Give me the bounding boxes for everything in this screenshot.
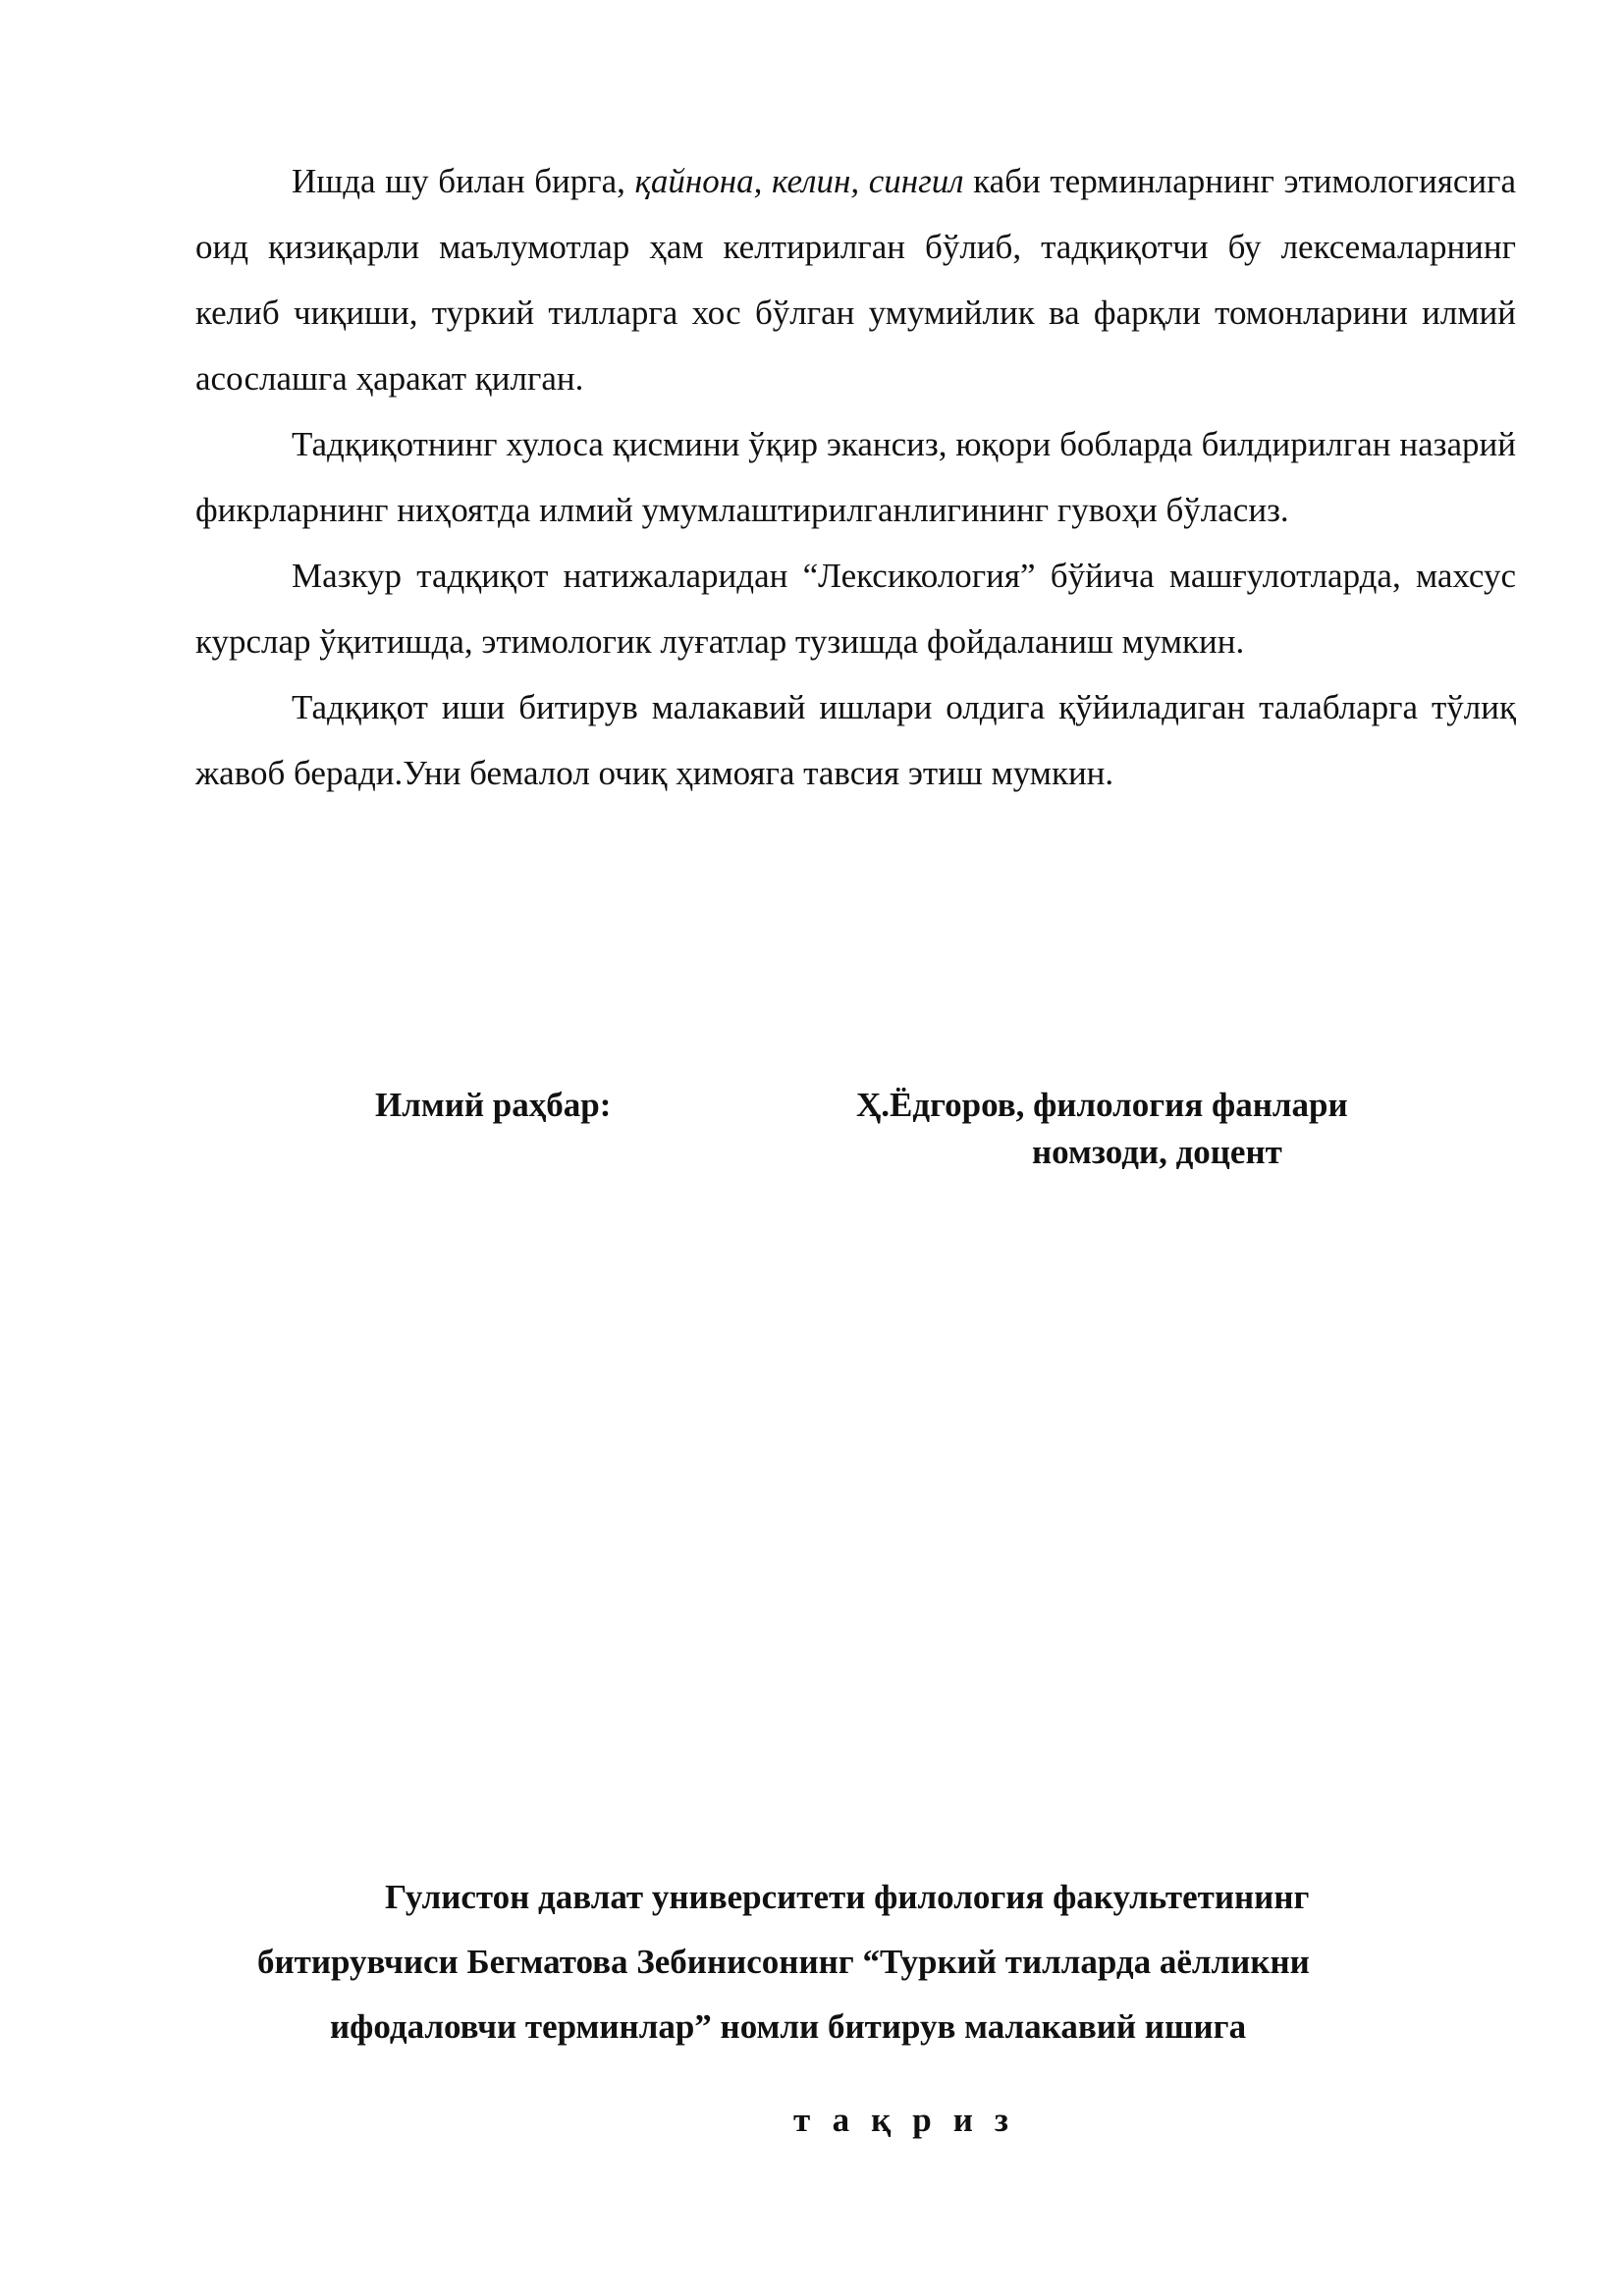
paragraph-1-italic-terms: қайнона, келин, сингил [634, 162, 964, 200]
review-body [195, 148, 1516, 806]
review-heading-line-2: битирувчиси Бегматова Зебинисонинг “Туркий тилларда аёлликни [257, 1943, 1310, 1981]
paragraph-1 [195, 148, 1516, 411]
supervisor-label: Илмий раҳбар: [375, 1086, 612, 1124]
supervisor-title: номзоди, доцент [1032, 1133, 1282, 1171]
paragraph-2: Тадқиқотнинг хулоса қисмини ўқир экансиз, юқори бобларда билдирилган назарий фикрларнинг ниҳоятда илмий умумлаштирилганлигининг гувоҳи бўласиз. [195, 425, 1516, 529]
review-heading-line-1: Гулистон давлат университети филология факультетининг [385, 1878, 1310, 1916]
paragraph-3: Мазкур тадқиқот натижаларидан “Лексикология” бўйича машғулотларда, махсус курслар ўқитишда, этимологик луғатлар тузишда фойдаланиш мумкин. [195, 557, 1516, 661]
paragraph-4: Тадқиқот иши битирув малакавий ишлари олдига қўйиладиган талабларга тўлиқ жавоб беради.Уни бемалол очиқ ҳимояга тавсия этиш мумкин. [195, 688, 1516, 792]
paragraph-1-end: каби терминларнинг этимологиясига оид қизиқарли маълумотлар ҳам келтирилган бўлиб, тадқиқотчи бу лексемаларнинг келиб чиқиши, туркий тилларга хос бўлган умумийлик ва фарқли томонларини илмий асослашга ҳаракат қилган. [195, 162, 1517, 398]
review-heading-line-3: ифодаловчи терминлар” номли битирув малакавий ишига [330, 2007, 1247, 2046]
supervisor-name: Ҳ.Ёдгоров, филология фанлари [856, 1086, 1348, 1124]
paragraph-1-start: Ишда шу билан бирга, [292, 162, 635, 200]
review-title: тақриз [793, 2101, 1030, 2139]
